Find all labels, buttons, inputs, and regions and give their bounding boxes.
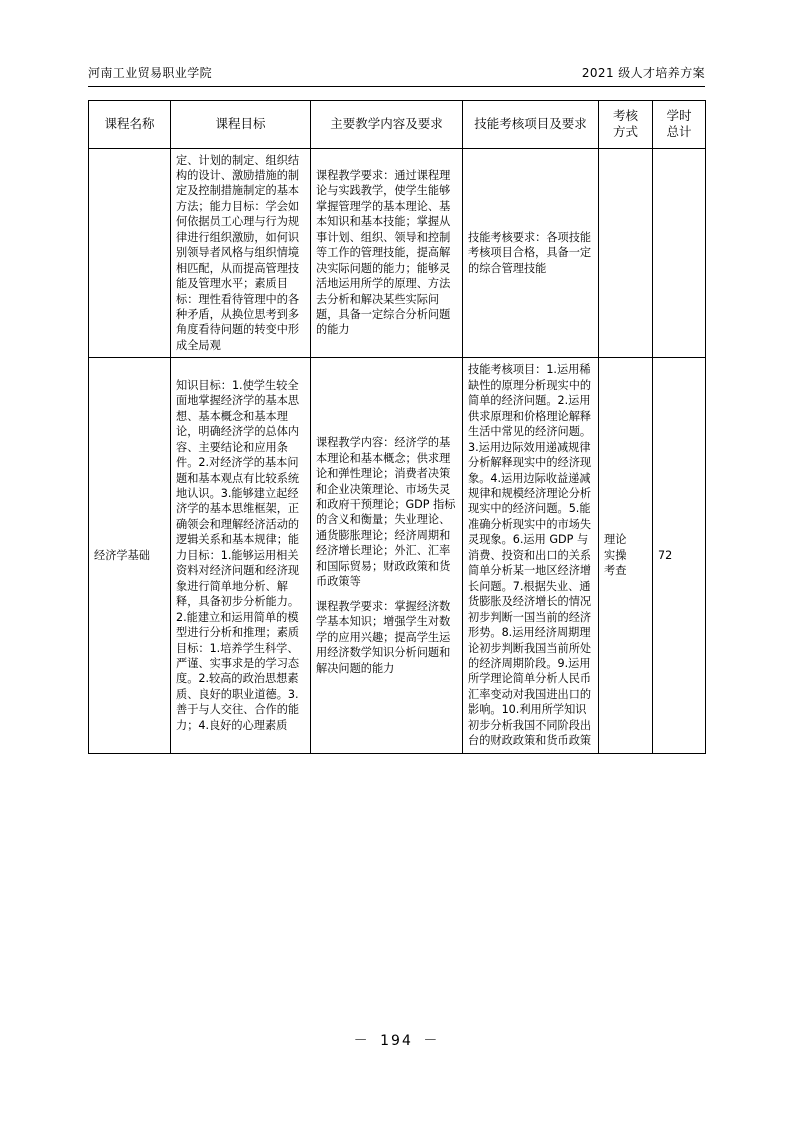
assessment-method-text-line-1: 理论 [604,533,627,547]
table-row [89,148,706,358]
column-header-skill-assessment: 技能考核项目及要求 [463,101,599,149]
cell-skill-assessment: 技能考核项目：1.运用稀缺性的原理分析现实中的简单的经济问题。2.运用供求原理和价格理论解释生活中常见的经济问题。3.运用边际效用递减规律分析解释现实中的经济现象。4.运用边际收益递减规律和规模经济理论分析现实中的经济问题。5.能准确分析现实中的市场失灵现象。6.运用 GDP 与消费、投资和出口的关系简单分析某一地区经济增长问题。7.根据失业、通货膨胀及经济增长的情况初步判断一国当前的经济形势。8.运用经济周期理论初步判断我国当前所处的经济周期阶段。9.运用所学理论简单分析人民币汇率变动对我国进出口的影响。10.利用所学知识初步分析我国不同阶段出台的财政政策和货币政策 [463,358,599,753]
course-table [88,100,706,754]
header-divider [88,86,705,87]
page-footer [0,1030,793,1050]
cell-total-hours: 72 [653,358,706,753]
assessment-method-text-line-2: 实操 [604,548,627,562]
teaching-content-paragraph-1: 课程教学内容：经济学的基本理论和基本概念；供求理论和弹性理论；消费者决策和企业决策理论、市场失灵和政府干预理论；GDP 指标的含义和衡量；失业理论、通货膨胀理论；经济周期和经济增长理论；外汇、汇率和国际贸易；财政政策和货币政策等 [316,436,456,589]
assessment-method-line-1: 考核 [612,108,638,123]
total-hours-line-1: 学时 [666,108,692,123]
cell-assessment-method [599,148,653,358]
cell-teaching-content: 课程教学要求：通过课程理论与实践教学，使学生能够掌握管理学的基本理论、基本知识和基本技能；掌握从事计划、组织、领导和控制等工作的管理技能，提高解决实际问题的能力；能够灵活地运用所学的原理、方法去分析和解决某些实际问题，具备一定综合分析问题的能力 [311,148,463,358]
footer-dash-left: － [353,1033,370,1049]
header-document-title: 2021 级人才培养方案 [581,66,705,80]
cell-skill-assessment: 技能考核要求：各项技能考核项目合格，具备一定的综合管理技能 [463,148,599,358]
total-hours-line-2: 总计 [666,124,692,140]
cell-total-hours [653,148,706,358]
column-header-assessment-method [599,101,653,149]
teaching-content-paragraph-2: 课程教学要求：掌握经济数学基本知识；增强学生对数学的应用兴趣；提高学生运用经济数学知识分析问题和解决问题的能力 [316,599,451,675]
assessment-method-line-2: 方式 [612,124,638,140]
cell-course-name [89,148,171,358]
cell-course-goal [171,358,311,753]
table-header-row [89,101,706,149]
column-header-total-hours [653,101,706,149]
cell-course-name: 经济学基础 [89,358,171,753]
column-header-teaching-content: 主要教学内容及要求 [311,101,463,149]
footer-dash-right: － [423,1033,440,1049]
course-goal-paragraph: 知识目标：1.使学生较全面地掌握经济学的基本思想、基本概念和基本理论，明确经济学的总体内容、主要结论和应用条件。2.对经济学的基本问题和基本观点有比较系统地认识。3.能够建立起经济学的基本思维框架，正确领会和理解经济活动的逻辑关系和基本规律；能力目标：1.能够运用相关资料对经济问题和经济现象进行简单地分析、解释，具备初步分析能力。2.能建立和运用简单的模型进行分析和推理；素质目标：1.培养学生科学、严谨、实事求是的学习态度。2.较高的政治思想素质、良好的职业道德。3.善于与人交往、合作的能力；4.良好的心理素质 [176,378,300,732]
cell-teaching-content [311,358,463,753]
column-header-course-goal: 课程目标 [171,101,311,149]
footer-page-number: 194 [380,1033,413,1049]
assessment-method-text-line-3: 考查 [604,564,627,578]
cell-course-goal: 定、计划的制定、组织结构的设计、激励措施的制定及控制措施制定的基本方法；能力目标：学会如何依据员工心理与行为规律进行组织激励，如何识别领导者风格与组织情境相匹配，从而提高管理技能及管理水平；素质目标：理性看待管理中的各种矛盾，从换位思考到多角度看待问题的转变中形成全局观 [171,148,311,358]
page-header [88,66,705,80]
cell-assessment-method [599,358,653,753]
table-row [89,358,706,753]
column-header-course-name: 课程名称 [89,101,171,149]
header-institution: 河南工业贸易职业学院 [88,66,213,80]
